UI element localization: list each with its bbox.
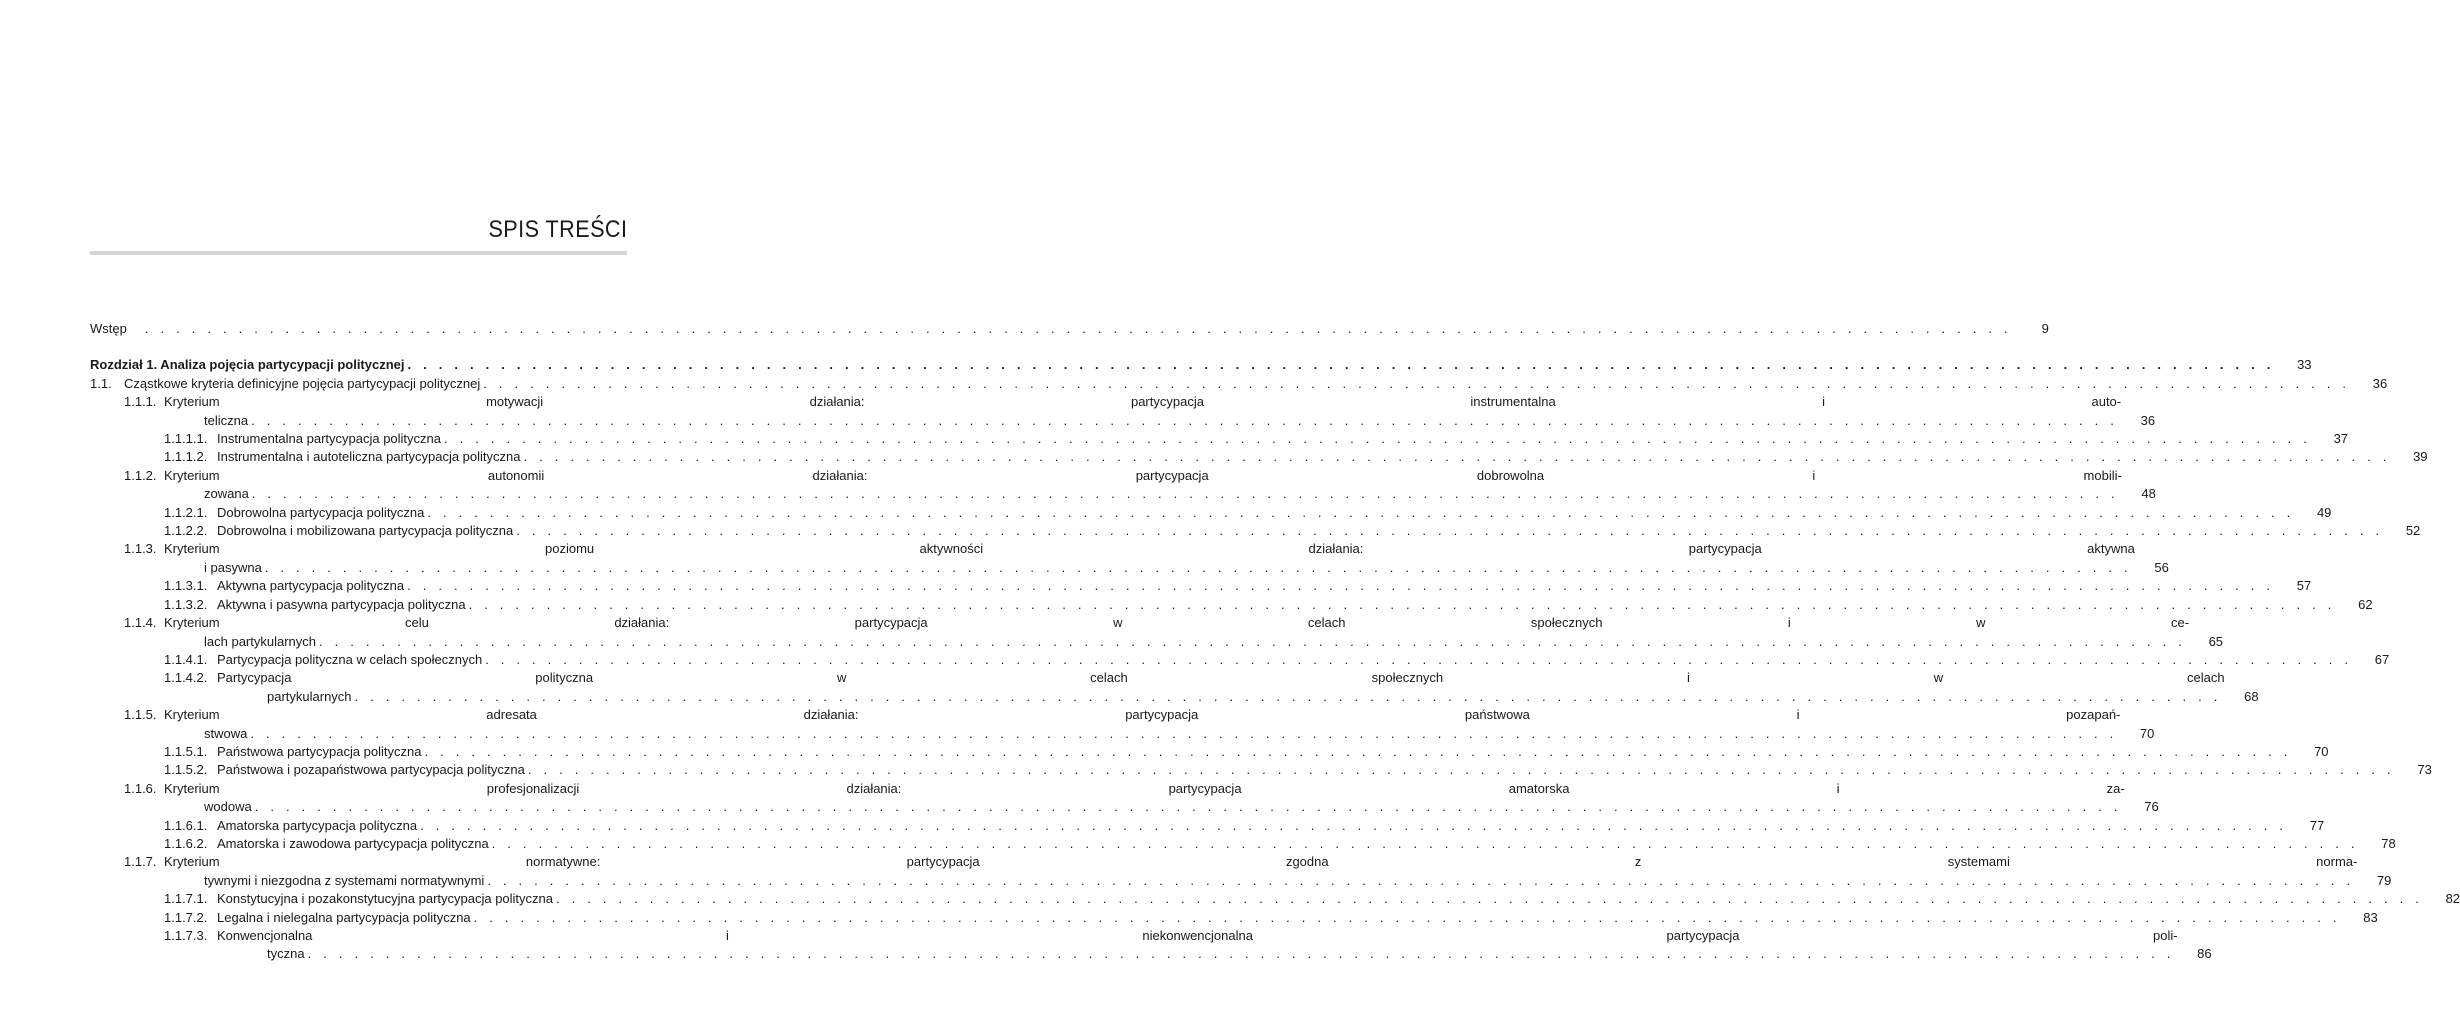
toc-entry-title: Kryterium adresata działania: partycypacja państwowa i pozapań- [164, 707, 2121, 723]
toc-entry-page: 36 [2372, 375, 2388, 391]
toc-entry[interactable] [90, 375, 2388, 393]
toc-entry-number: 1.1.2.1. [164, 504, 208, 520]
toc-entry-number: 1.1.3. [124, 541, 157, 557]
toc-entry[interactable] [90, 430, 2349, 448]
toc-entry-title: Aktywna partycypacja polityczna [217, 578, 405, 594]
toc-entry-title: Kryterium profesjonalizacji działania: partycypacja amatorska i za- [164, 780, 2125, 796]
toc-entry-page: 52 [2405, 523, 2421, 539]
toc-entry-page: 36 [2140, 412, 2156, 428]
leader-dots: . . . . . . . . . . . . . . . . . . . . . . . . . . . . . . . . . . . . . . . . . . . . . . . . . . . . . . . . . . . . . . . . . . . . . . . . . . . . . . . . . . . . . . . . . . . . . . . . . . . . . . . . . . . . . . . . . . . . . . . . [473, 909, 2341, 925]
toc-entry-number: 1.1.6.1. [164, 817, 208, 833]
leader-dots: . . . . . . . . . . . . . . . . . . . . . . . . . . . . . . . . . . . . . . . . . . . . . . . . . . . . . . . . . . . . . . . . . . . . . . . . . . . . . . . . . . . . . . . . . . . . . . . . . . . . . . . . . . . . . . . . . . . . . . . . [307, 946, 2175, 962]
leader-dots: . . . . . . . . . . . . . . . . . . . . . . . . . . . . . . . . . . . . . . . . . . . . . . . . . . . . . . . . . . . . . . . . . . . . . . . . . . . . . . . . . . . . . . . . . . . . . . . . . . . . . . . . . . . . . . . . . . . . . . . . [254, 799, 2122, 815]
toc-entry-number: 1.1.2.2. [164, 523, 208, 539]
toc-entry-title: Instrumentalna partycypacja polityczna [217, 431, 442, 447]
toc-entry-page: 78 [2381, 835, 2396, 851]
leader-dots: . . . . . . . . . . . . . . . . . . . . . . . . . . . . . . . . . . . . . . . . . . . . . . . . . . . . . . . . . . . . . . . . . . . . . . . . . . . . . . . . . . . . . . . . . . . . . . . . . . . . . . . . . . . . . . . . . . . . . . . . [319, 633, 2187, 649]
toc-entry-title: Państwowa partycypacja polityczna [217, 743, 422, 759]
toc-entry-number: 1.1.1. [124, 394, 157, 410]
leader-dots: . . . . . . . . . . . . . . . . . . . . . . . . . . . . . . . . . . . . . . . . . . . . . . . . . . . . . . . . . . . . . . . . . . . . . . . . . . . . . . . . . . . . . . . . . . . . . . . . . . . . . . . . . . . . . . . . . . . . . . . . [354, 688, 2222, 704]
toc-entry[interactable] [90, 448, 2428, 466]
toc-entry[interactable] [90, 853, 2392, 890]
toc-entry-title: Amatorska partycypacja polityczna [217, 817, 418, 833]
toc-entry-number: 1.1.2. [124, 467, 157, 483]
leader-dots: . . . . . . . . . . . . . . . . . . . . . . . . . . . . . . . . . . . . . . . . . . . . . . . . . . . . . . . . . . . . . . . . . . . . . . . . . . . . . . . . . . . . . . . . . . . . . . . . . . . . . . . . . . . . . . . . . . . . . . . . [527, 762, 2395, 778]
toc-entry[interactable] [90, 909, 2378, 927]
toc-entry-page: 77 [2309, 817, 2325, 833]
toc-entry-page: 86 [2197, 946, 2212, 962]
toc-entry-title: Kryterium autonomii działania: partycypacja dobrowolna i mobili- [164, 467, 2122, 483]
toc-entry[interactable] [90, 320, 2049, 338]
toc-entry-title: wodowa [204, 799, 252, 815]
leader-dots: . . . . . . . . . . . . . . . . . . . . . . . . . . . . . . . . . . . . . . . . . . . . . . . . . . . . . . . . . . . . . . . . . . . . . . . . . . . . . . . . . . . . . . . . . . . . . . . . . . . . . . . . . . . . . . . . . . . . . . . . [251, 486, 2119, 502]
leader-dots: . . . . . . . . . . . . . . . . . . . . . . . . . . . . . . . . . . . . . . . . . . . . . . . . . . . . . . . . . . . . . . . . . . . . . . . . . . . . . . . . . . . . . . . . . . . . . . . . . . . . . . . . . . . . . . . . . . . . . . . . [487, 872, 2355, 888]
leader-dots: . . . . . . . . . . . . . . . . . . . . . . . . . . . . . . . . . . . . . . . . . . . . . . . . . . . . . . . . . . . . . . . . . . . . . . . . . . . . . . . . . . . . . . . . . . . . . . . . . . . . . . . . . . . . . . . . . . . . . . . . [144, 321, 2012, 336]
toc-entry-title: Konstytucyjna i pozakonstytucyjna partycypacja polityczna [217, 891, 554, 907]
toc-entry-page: 70 [2314, 743, 2329, 759]
toc-entry-number: 1.1.7.1. [164, 891, 208, 907]
toc-entry[interactable] [90, 393, 2156, 430]
leader-dots: . . . . . . . . . . . . . . . . . . . . . . . . . . . . . . . . . . . . . . . . . . . . . . . . . . . . . . . . . . . . . . . . . . . . . . . . . . . . . . . . . . . . . . . . . . . . . . . . . . . . . . . . . . . . . . . . . . . . . . . . [483, 375, 2351, 391]
toc-entry-number: 1.1.1.1. [164, 431, 208, 447]
toc-entry-page: 70 [2139, 725, 2155, 741]
toc-entry[interactable] [90, 577, 2312, 595]
toc-entry-title: Aktywna i pasywna partycypacja polityczna [217, 596, 466, 612]
toc-entry[interactable] [90, 835, 2396, 853]
toc-entry-title: Amatorska i zawodowa partycypacja polityczna [217, 835, 489, 851]
toc-entry-title: Partycypacja polityczna w celach społecznych [217, 651, 483, 667]
leader-dots: . . . . . . . . . . . . . . . . . . . . . . . . . . . . . . . . . . . . . . . . . . . . . . . . . . . . . . . . . . . . . . . . . . . . . . . . . . . . . . . . . . . . . . . . . . . . . . . . . . . . . . . . . . . . . . . . . . . . . . . . [264, 559, 2132, 575]
toc-entry-number: 1.1.7. [124, 854, 157, 870]
leader-dots: . . . . . . . . . . . . . . . . . . . . . . . . . . . . . . . . . . . . . . . . . . . . . . . . . . . . . . . . . . . . . . . . . . . . . . . . . . . . . . . . . . . . . . . . . . . . . . . . . . . . . . . . . . . . . . . . . . . . . . . . [250, 725, 2118, 741]
leader-dots: . . . . . . . . . . . . . . . . . . . . . . . . . . . . . . . . . . . . . . . . . . . . . . . . . . . . . . . . . . . . . . . . . . . . . . . . . . . . . . . . . . . . . . . . . . . . . . . . . . . . . . . . . . . . . . . . . . . . . . . . [556, 891, 2424, 907]
leader-dots: . . . . . . . . . . . . . . . . . . . . . . . . . . . . . . . . . . . . . . . . . . . . . . . . . . . . . . . . . . . . . . . . . . . . . . . . . . . . . . . . . . . . . . . . . . . . . . . . . . . . . . . . . . . . . . . . . . . . . . . . [468, 596, 2336, 612]
toc-entry-number: 1.1. [90, 375, 112, 391]
toc-entry-number: 1.1.4.2. [164, 670, 208, 686]
toc-entry[interactable] [90, 927, 2212, 964]
toc-entry-title: Rozdział 1. Analiza pojęcia partycypacji politycznej [90, 357, 405, 373]
toc-entry-page: 83 [2363, 909, 2378, 925]
toc-entry-page: 67 [2374, 651, 2390, 667]
leader-dots: . . . . . . . . . . . . . . . . . . . . . . . . . . . . . . . . . . . . . . . . . . . . . . . . . . . . . . . . . . . . . . . . . . . . . . . . . . . . . . . . . . . . . . . . . . . . . . . . . . . . . . . . . . . . . . . . . . . . . . . . [523, 449, 2391, 465]
toc-entry-number: 1.1.6.2. [164, 835, 208, 851]
leader-dots: . . . . . . . . . . . . . . . . . . . . . . . . . . . . . . . . . . . . . . . . . . . . . . . . . . . . . . . . . . . . . . . . . . . . . . . . . . . . . . . . . . . . . . . . . . . . . . . . . . . . . . . . . . . . . . . . . . . . . . . . [516, 523, 2384, 539]
leader-dots: . . . . . . . . . . . . . . . . . . . . . . . . . . . . . . . . . . . . . . . . . . . . . . . . . . . . . . . . . . . . . . . . . . . . . . . . . . . . . . . . . . . . . . . . . . . . . . . . . . . . . . . . . . . . . . . . . . . . . . . . [251, 412, 2119, 428]
toc-entry-title: lach partykularnych [204, 633, 316, 649]
leader-dots: . . . . . . . . . . . . . . . . . . . . . . . . . . . . . . . . . . . . . . . . . . . . . . . . . . . . . . . . . . . . . . . . . . . . . . . . . . . . . . . . . . . . . . . . . . . . . . . . . . . . . . . . . . . . . . . . . . . . . . . . [444, 431, 2312, 447]
toc-entry[interactable] [90, 743, 2329, 761]
toc-entry-title: Dobrowolna i mobilizowana partycypacja polityczna [217, 523, 514, 539]
leader-dots: . . . . . . . . . . . . . . . . . . . . . . . . . . . . . . . . . . . . . . . . . . . . . . . . . . . . . . . . . . . . . . . . . . . . . . . . . . . . . . . . . . . . . . . . . . . . . . . . . . . . . . . . . . . . . . . . . . . . . . . . [427, 504, 2295, 520]
toc-entry-title: partykularnych [267, 688, 352, 704]
toc-entry-title: Kryterium poziomu aktywności działania: partycypacja aktywna [164, 541, 2135, 557]
toc-entry-page: 65 [2208, 633, 2224, 649]
leader-dots: . . . . . . . . . . . . . . . . . . . . . . . . . . . . . . . . . . . . . . . . . . . . . . . . . . . . . . . . . . . . . . . . . . . . . . . . . . . . . . . . . . . . . . . . . . . . . . . . . . . . . . . . . . . . . . . . . . . . . . . . [485, 651, 2353, 667]
toc-entry[interactable] [90, 522, 2421, 540]
toc-entry-title: tywnymi i niezgodna z systemami normatywnymi [204, 872, 485, 888]
toc-entry-number: 1.1.5.2. [164, 762, 208, 778]
toc-entry-title: Instrumentalna i autoteliczna partycypacja polityczna [217, 449, 521, 465]
toc-entry-page: 68 [2244, 688, 2259, 704]
toc-entry-page: 48 [2141, 486, 2156, 502]
toc-entry[interactable] [90, 614, 2224, 651]
toc-entry[interactable] [90, 761, 2432, 779]
toc-entry[interactable] [90, 540, 2169, 577]
page-title: SPIS TREŚCI [488, 216, 627, 243]
toc-entry-title: stwowa [204, 725, 248, 741]
toc-entry-number: 1.1.1.2. [164, 449, 208, 465]
leader-dots: . . . . . . . . . . . . . . . . . . . . . . . . . . . . . . . . . . . . . . . . . . . . . . . . . . . . . . . . . . . . . . . . . . . . . . . . . . . . . . . . . . . . . . . . . . . . . . . . . . . . . . . . . . . . . . . . . . . . . . . . [407, 578, 2275, 594]
toc-entry[interactable] [90, 596, 2373, 614]
toc-entry-number: 1.1.4.1. [164, 651, 208, 667]
toc-entry-number: 1.1.3.1. [164, 578, 208, 594]
toc-entry-page: 9 [2041, 321, 2049, 336]
leader-dots: . . . . . . . . . . . . . . . . . . . . . . . . . . . . . . . . . . . . . . . . . . . . . . . . . . . . . . . . . . . . . . . . . . . . . . . . . . . . . . . . . . . . . . . . . . . . . . . . . . . . . . . . . . . . . . . . . . . . . . . . [491, 835, 2359, 851]
toc-entry[interactable] [90, 504, 2332, 522]
toc-entry-page: 76 [2144, 799, 2159, 815]
table-of-contents [90, 320, 2460, 964]
toc-entry-title: Cząstkowe kryteria definicyjne pojęcia partycypacji politycznej [124, 375, 481, 391]
toc-entry[interactable] [90, 356, 2312, 374]
toc-entry-title: Legalna i nielegalna partycypacja polityczna [217, 909, 471, 925]
toc-entry-title: Kryterium normatywne: partycypacja zgodna z systemami norma- [164, 854, 2358, 870]
toc-entry[interactable] [90, 780, 2159, 817]
toc-entry-title: zowana [204, 486, 249, 502]
toc-entry[interactable] [90, 817, 2325, 835]
toc-entry-title: Konwencjonalna i niekonwencjonalna partycypacja poli- [217, 928, 2178, 943]
toc-entry[interactable] [90, 669, 2259, 706]
toc-entry-number: 1.1.6. [124, 780, 157, 796]
toc-entry-number: 1.1.4. [124, 615, 157, 631]
toc-entry-title: Wstęp [90, 321, 127, 336]
toc-entry-page: 73 [2417, 762, 2432, 778]
toc-entry-page: 82 [2445, 891, 2460, 907]
toc-entry-title: Kryterium celu działania: partycypacja w celach społecznych i w ce- [164, 615, 2190, 631]
toc-entry-number: 1.1.3.2. [164, 596, 208, 612]
toc-entry-number: 1.1.7.3. [164, 928, 208, 943]
toc-entry-page: 37 [2333, 431, 2349, 447]
toc-entry[interactable] [90, 890, 2460, 908]
toc-entry-title: Dobrowolna partycypacja polityczna [217, 504, 425, 520]
toc-entry[interactable] [90, 467, 2156, 504]
toc-entry[interactable] [90, 651, 2390, 669]
toc-entry-page: 49 [2316, 504, 2332, 520]
toc-entry-number: 1.1.7.2. [164, 909, 208, 925]
toc-entry-page: 62 [2358, 596, 2373, 612]
toc-entry-page: 39 [2413, 449, 2428, 465]
toc-entry-title: tyczna [267, 946, 305, 962]
toc-entry-title: Państwowa i pozapaństwowa partycypacja polityczna [217, 762, 525, 778]
toc-entry-page: 57 [2296, 578, 2312, 594]
leader-dots: . . . . . . . . . . . . . . . . . . . . . . . . . . . . . . . . . . . . . . . . . . . . . . . . . . . . . . . . . . . . . . . . . . . . . . . . . . . . . . . . . . . . . . . . . . . . . . . . . . . . . . . . . . . . . . . . . . . . . . . . [424, 743, 2292, 759]
leader-dots: . . . . . . . . . . . . . . . . . . . . . . . . . . . . . . . . . . . . . . . . . . . . . . . . . . . . . . . . . . . . . . . . . . . . . . . . . . . . . . . . . . . . . . . . . . . . . . . . . . . . . . . . . . . . . . . . . . . . . . . . [420, 817, 2288, 833]
toc-entry[interactable] [90, 706, 2155, 743]
toc-entry-page: 56 [2154, 559, 2169, 575]
toc-entry-title: i pasywna [204, 559, 262, 575]
toc-entry-title: Kryterium motywacji działania: partycypacja instrumentalna i auto- [164, 394, 2122, 410]
toc-entry-page: 33 [2297, 357, 2312, 373]
title-rule [90, 251, 627, 255]
toc-entry-title: teliczna [204, 412, 249, 428]
toc-entry-number: 1.1.5. [124, 707, 157, 723]
toc-entry-page: 79 [2376, 872, 2392, 888]
toc-entry-number: 1.1.5.1. [164, 743, 208, 759]
toc-entry-title: Partycypacja polityczna w celach społecznych i w celach [217, 670, 2225, 686]
leader-dots: . . . . . . . . . . . . . . . . . . . . . . . . . . . . . . . . . . . . . . . . . . . . . . . . . . . . . . . . . . . . . . . . . . . . . . . . . . . . . . . . . . . . . . . . . . . . . . . . . . . . . . . . . . . . . . . . . . . . . . . . [407, 357, 2275, 373]
